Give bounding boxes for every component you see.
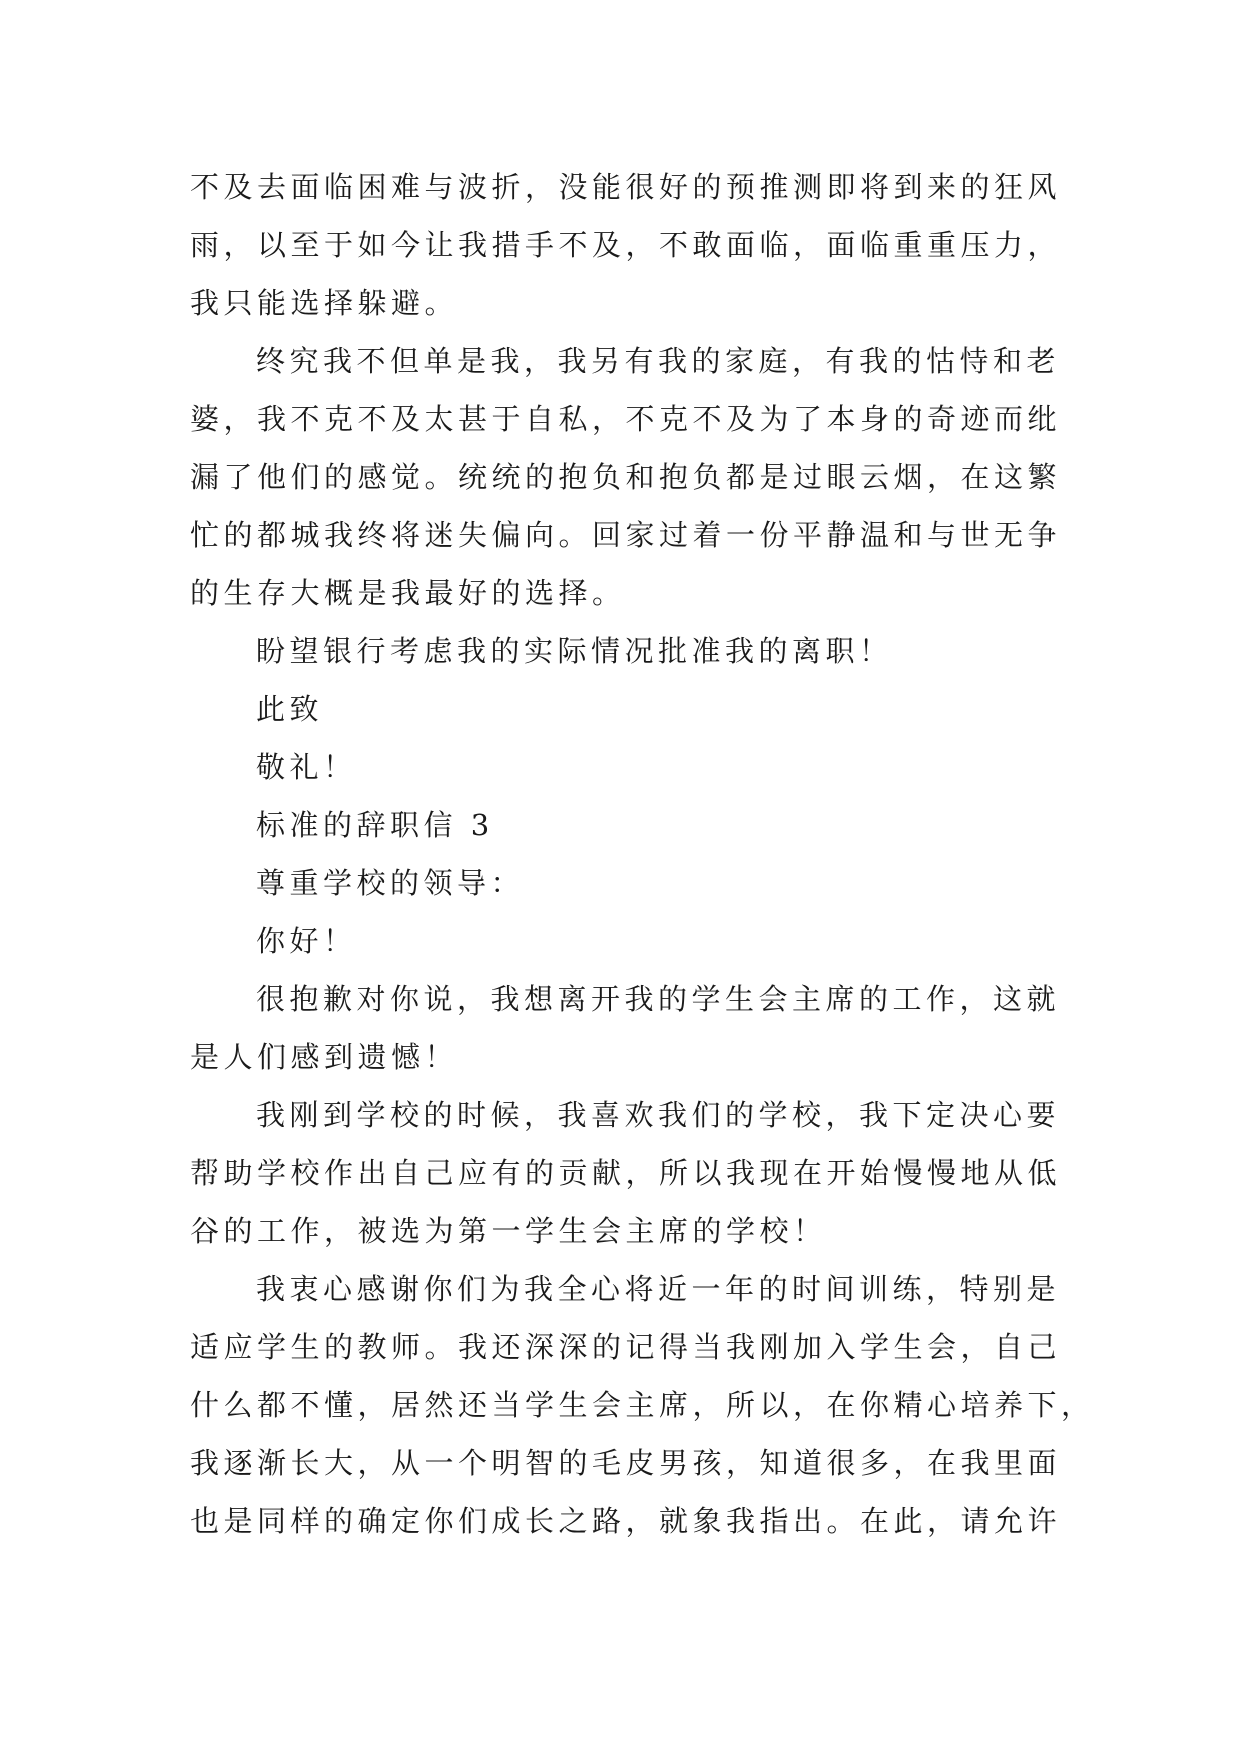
text-line: 的生存大概是我最好的选择。 xyxy=(190,576,626,610)
text-line: 我逐渐长大，从一个明智的毛皮男孩，知道很多，在我里面 xyxy=(190,1446,1062,1480)
text-line: 帮助学校作出自己应有的贡献，所以我现在开始慢慢地从低 xyxy=(190,1156,1062,1190)
text-line: 不及去面临困难与波折，没能很好的预推测即将到来的狂风 xyxy=(190,170,1062,204)
text-line: 雨，以至于如今让我措手不及，不敢面临，面临重重压力， xyxy=(190,228,1062,262)
text-line: 忙的都城我终将迷失偏向。回家过着一份平静温和与世无争 xyxy=(190,518,1062,552)
text-line: 我只能选择躲避。 xyxy=(190,286,459,320)
document-body xyxy=(190,158,1095,1550)
text-line: 什么都不懂，居然还当学生会主席，所以，在你精心培养下， xyxy=(190,1388,1095,1422)
text-line: 适应学生的教师。我还深深的记得当我刚加入学生会，自己 xyxy=(190,1330,1062,1364)
text-line: 我刚到学校的时候，我喜欢我们的学校，我下定决心要 xyxy=(256,1098,1061,1132)
closing-regards: 敬礼！ xyxy=(256,750,357,784)
text-line: 也是同样的确定你们成长之路，就象我指出。在此，请允许 xyxy=(190,1504,1062,1538)
text-line: 是人们感到遗憾！ xyxy=(190,1040,459,1074)
section-title: 标准的辞职信 3 xyxy=(256,808,494,842)
text-line: 盼望银行考虑我的实际情况批准我的离职！ xyxy=(256,634,893,668)
text-line: 漏了他们的感觉。统统的抱负和抱负都是过眼云烟，在这繁 xyxy=(190,460,1062,494)
text-line: 谷的工作，被选为第一学生会主席的学校！ xyxy=(190,1214,827,1248)
letter-addressee: 尊重学校的领导： xyxy=(256,866,525,900)
text-line: 婆，我不克不及太甚于自私，不克不及为了本身的奇迹而纰 xyxy=(190,402,1062,436)
text-line: 终究我不但单是我，我另有我的家庭，有我的怙恃和老 xyxy=(256,344,1061,378)
text-line: 我衷心感谢你们为我全心将近一年的时间训练，特别是 xyxy=(256,1272,1061,1306)
letter-greeting: 你好！ xyxy=(256,924,357,958)
text-line: 很抱歉对你说，我想离开我的学生会主席的工作，这就 xyxy=(256,982,1061,1016)
closing-salutation: 此致 xyxy=(256,692,324,726)
